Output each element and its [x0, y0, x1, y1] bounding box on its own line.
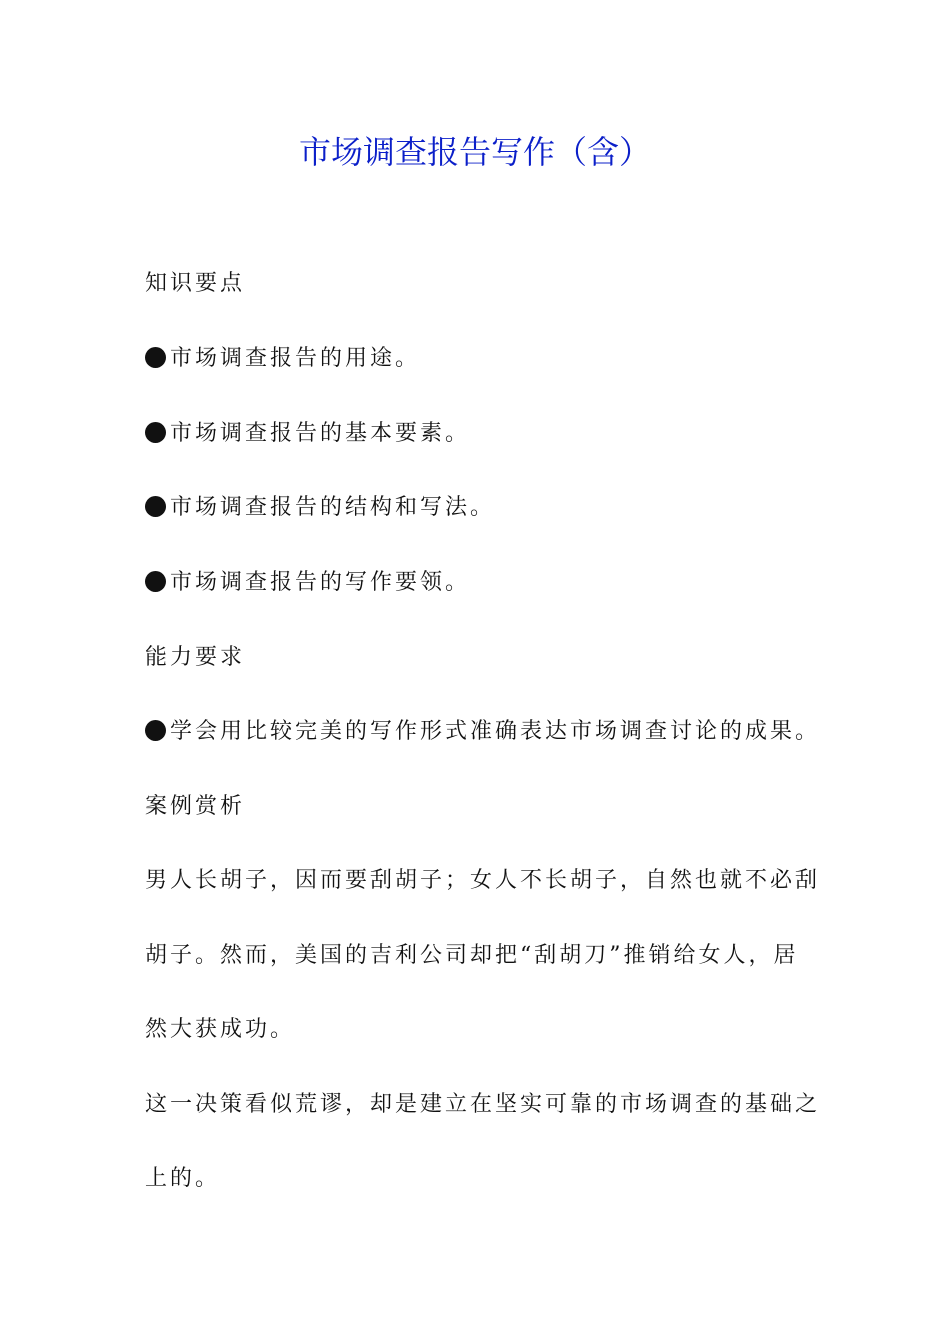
bullet-icon	[145, 422, 166, 443]
case-paragraph-1-line: 胡子。然而，美国的吉利公司却把“刮胡刀”推销给女人，居	[145, 943, 799, 968]
ability-heading: 能力要求	[145, 645, 246, 670]
knowledge-item-text: 市场调查报告的写作要领。	[170, 570, 471, 595]
case-paragraph-2-line: 这一决策看似荒谬，却是建立在坚实可靠的市场调查的基础之	[145, 1092, 821, 1117]
knowledge-item	[145, 418, 815, 450]
bullet-icon	[145, 571, 166, 592]
knowledge-item-text: 市场调查报告的结构和写法。	[170, 495, 496, 520]
case-heading: 案例赏析	[145, 794, 246, 819]
knowledge-heading: 知识要点	[145, 271, 246, 296]
case-paragraph-1-line: 然大获成功。	[145, 1017, 296, 1042]
knowledge-item	[145, 343, 815, 375]
case-paragraph-1-line: 男人长胡子，因而要刮胡子；女人不长胡子，自然也就不必刮	[145, 868, 821, 893]
bullet-icon	[145, 720, 166, 741]
knowledge-item-text: 市场调查报告的基本要素。	[170, 421, 471, 446]
bullet-icon	[145, 347, 166, 368]
knowledge-item	[145, 567, 815, 599]
case-paragraph-2-line: 上的。	[145, 1166, 221, 1191]
knowledge-item-text: 市场调查报告的用途。	[170, 346, 421, 371]
ability-item-text: 学会用比较完美的写作形式准确表达市场调查讨论的成果。	[170, 719, 821, 744]
knowledge-item	[145, 492, 815, 524]
bullet-icon	[145, 496, 166, 517]
ability-item	[145, 716, 821, 748]
document-title: 市场调查报告写作（含）	[298, 133, 651, 171]
